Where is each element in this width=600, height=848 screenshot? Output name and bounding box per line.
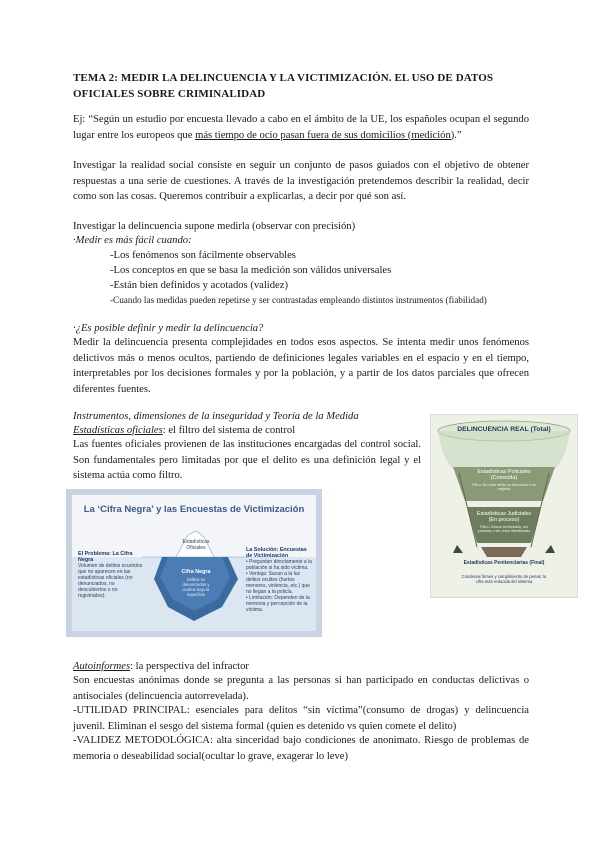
funnel-level1-label: Estadísticas Policiales (Conocida) [477,469,531,482]
solution-title: La Solución: Encuestas de Victimización [246,547,307,559]
utilidad-paragraph: -UTILIDAD PRINCIPAL: esenciales para delitos “sin víctima”(consumo de drogas) y delincuencia juvenil. Eliminan el sesgo del sistema formal (quien es detenido vs quien comete el delito) [73,705,529,732]
medir-item: -Están bien definidos y acotados (validez) [110,280,288,291]
deep-text: Delitos no denunciados y ocultos bajo la superficie [182,577,210,597]
problem-block [78,551,144,599]
question-paragraph: Medir la delincuencia presenta complejidades en todos esos aspectos. Se intenta medir unos fenómenos delictivos más o menos ocultos, partiendo de definiciones legales variables en el espacio y en el tiempo, interpretables por los decisiones formales y por la población, y a partir de los datos parciales que ofrecen diferentes fuentes. [73,337,529,395]
autoinformes-paragraph: Son encuestas anónimas donde se pregunta a las personas si han participado en conductas delictivas o antisociales (delincuencia autorrevelada). [73,675,529,702]
autoinformes-line: Autoinformes: la perspectiva del infractor [73,661,249,672]
funnel-level3-sub: Condenas firmes y cumplimiento de penas: la cifra más reducida del sistema [461,574,547,584]
solution-item: • Preguntan directamente a la población si ha sido víctima. [246,559,312,571]
investigar-line: Investigar la delincuencia supone medirla (observar con precisión) [73,221,356,232]
solution-item: • Ventaja: Sacan a la luz delitos ocultos (hurtos menores, violencia, etc.) que no llegan a la policía. [246,571,310,595]
funnel-level2-label: Estadísticas Judiciales (En proceso) [476,511,532,524]
cifra-negra-slide [66,489,322,637]
funnel-level1-sub: Filtro: No todo delito se denuncia o se registra [472,483,536,492]
funnel-level3-label: Estadísticas Penitenciarias (Final) [463,560,545,566]
slide-title: La ‘Cifra Negra’ y las Encuestas de Victimización [83,504,305,515]
funnel-diagram [430,414,578,598]
medir-item: -Los fenómenos son fácilmente observables [110,250,296,261]
problem-text: Volumen de delitos ocurridos que no aparecen en las estadísticas oficiales (no denunciados, no descubiertos o no registrados). [78,563,143,599]
document-title: TEMA 2: MEDIR LA DELINCUENCIA Y LA VICTIMIZACIÓN. EL USO DE DATOS OFICIALES SOBRE CRIMINALIDAD [73,72,494,100]
validez-paragraph: -VALIDEZ METODOLÓGICA: alta sinceridad bajo condiciones de anonimato. Riesgo de problemas de memoria o deseabilidad social(ocultar lo grave, exagerar lo leve) [73,735,529,762]
medir-heading: ·Medir es más fácil cuando: [73,235,192,246]
solution-item: • Limitación: Dependen de la memoria y percepción de la víctima. [246,595,310,613]
instrumentos-heading: Instrumentos, dimensiones de la inseguridad y Teoría de la Medida [73,411,359,422]
autoinformes-label: Autoinformes [73,661,131,672]
example-paragraph: Ej: “Según un estudio por encuesta llevado a cabo en el ámbito de la UE, los españoles ocupan el segundo lugar entre los europeos que más tiempo de ocio pasan fuera de sus domicilios (medición).” [73,114,529,141]
solution-block [246,547,312,613]
medir-item: -Cuando las medidas pueden repetirse y ser contrastadas empleando distintos instrumentos (fiabilidad) [110,295,487,305]
funnel-level2-sub: Filtro: Casos archivados, sin pruebas o sin autor identificado [477,525,531,534]
funnel-title: DELINCUENCIA REAL (Total) [457,426,551,433]
tip-label: Estadísticas Oficiales [182,539,210,551]
question-heading: ·¿Es posible definir y medir la delincuencia? [73,323,264,334]
estadisticas-line: Estadísticas oficiales: el filtro del sistema de control [73,425,296,436]
intro-paragraph: Investigar la realidad social consiste en seguir un conjunto de pasos guiados con el objetivo de obtener respuestas a una serie de cuestiones. A través de la investigación pretendemos describir la realidad, decir como son las cosas. Queremos contribuir a explicarlas, a decir por qué son así. [73,160,529,202]
estadisticas-label: Estadísticas oficiales [73,425,163,436]
problem-title: El Problema: La Cifra Negra [78,551,133,563]
deep-label: Cifra Negra [181,569,211,575]
funnel-shape [431,415,577,597]
example-underlined: más tiempo de ocio pasan fuera de sus domicilios (medición) [195,129,455,141]
medir-item: -Los conceptos en que se basa la medición son válidos universales [110,265,392,276]
estadisticas-paragraph: Las fuentes oficiales provienen de las instituciones encargadas del control social. Son fundamentales pero limitadas por que el delito es una definición legal y el sistema actúa como filtro. [73,439,421,481]
